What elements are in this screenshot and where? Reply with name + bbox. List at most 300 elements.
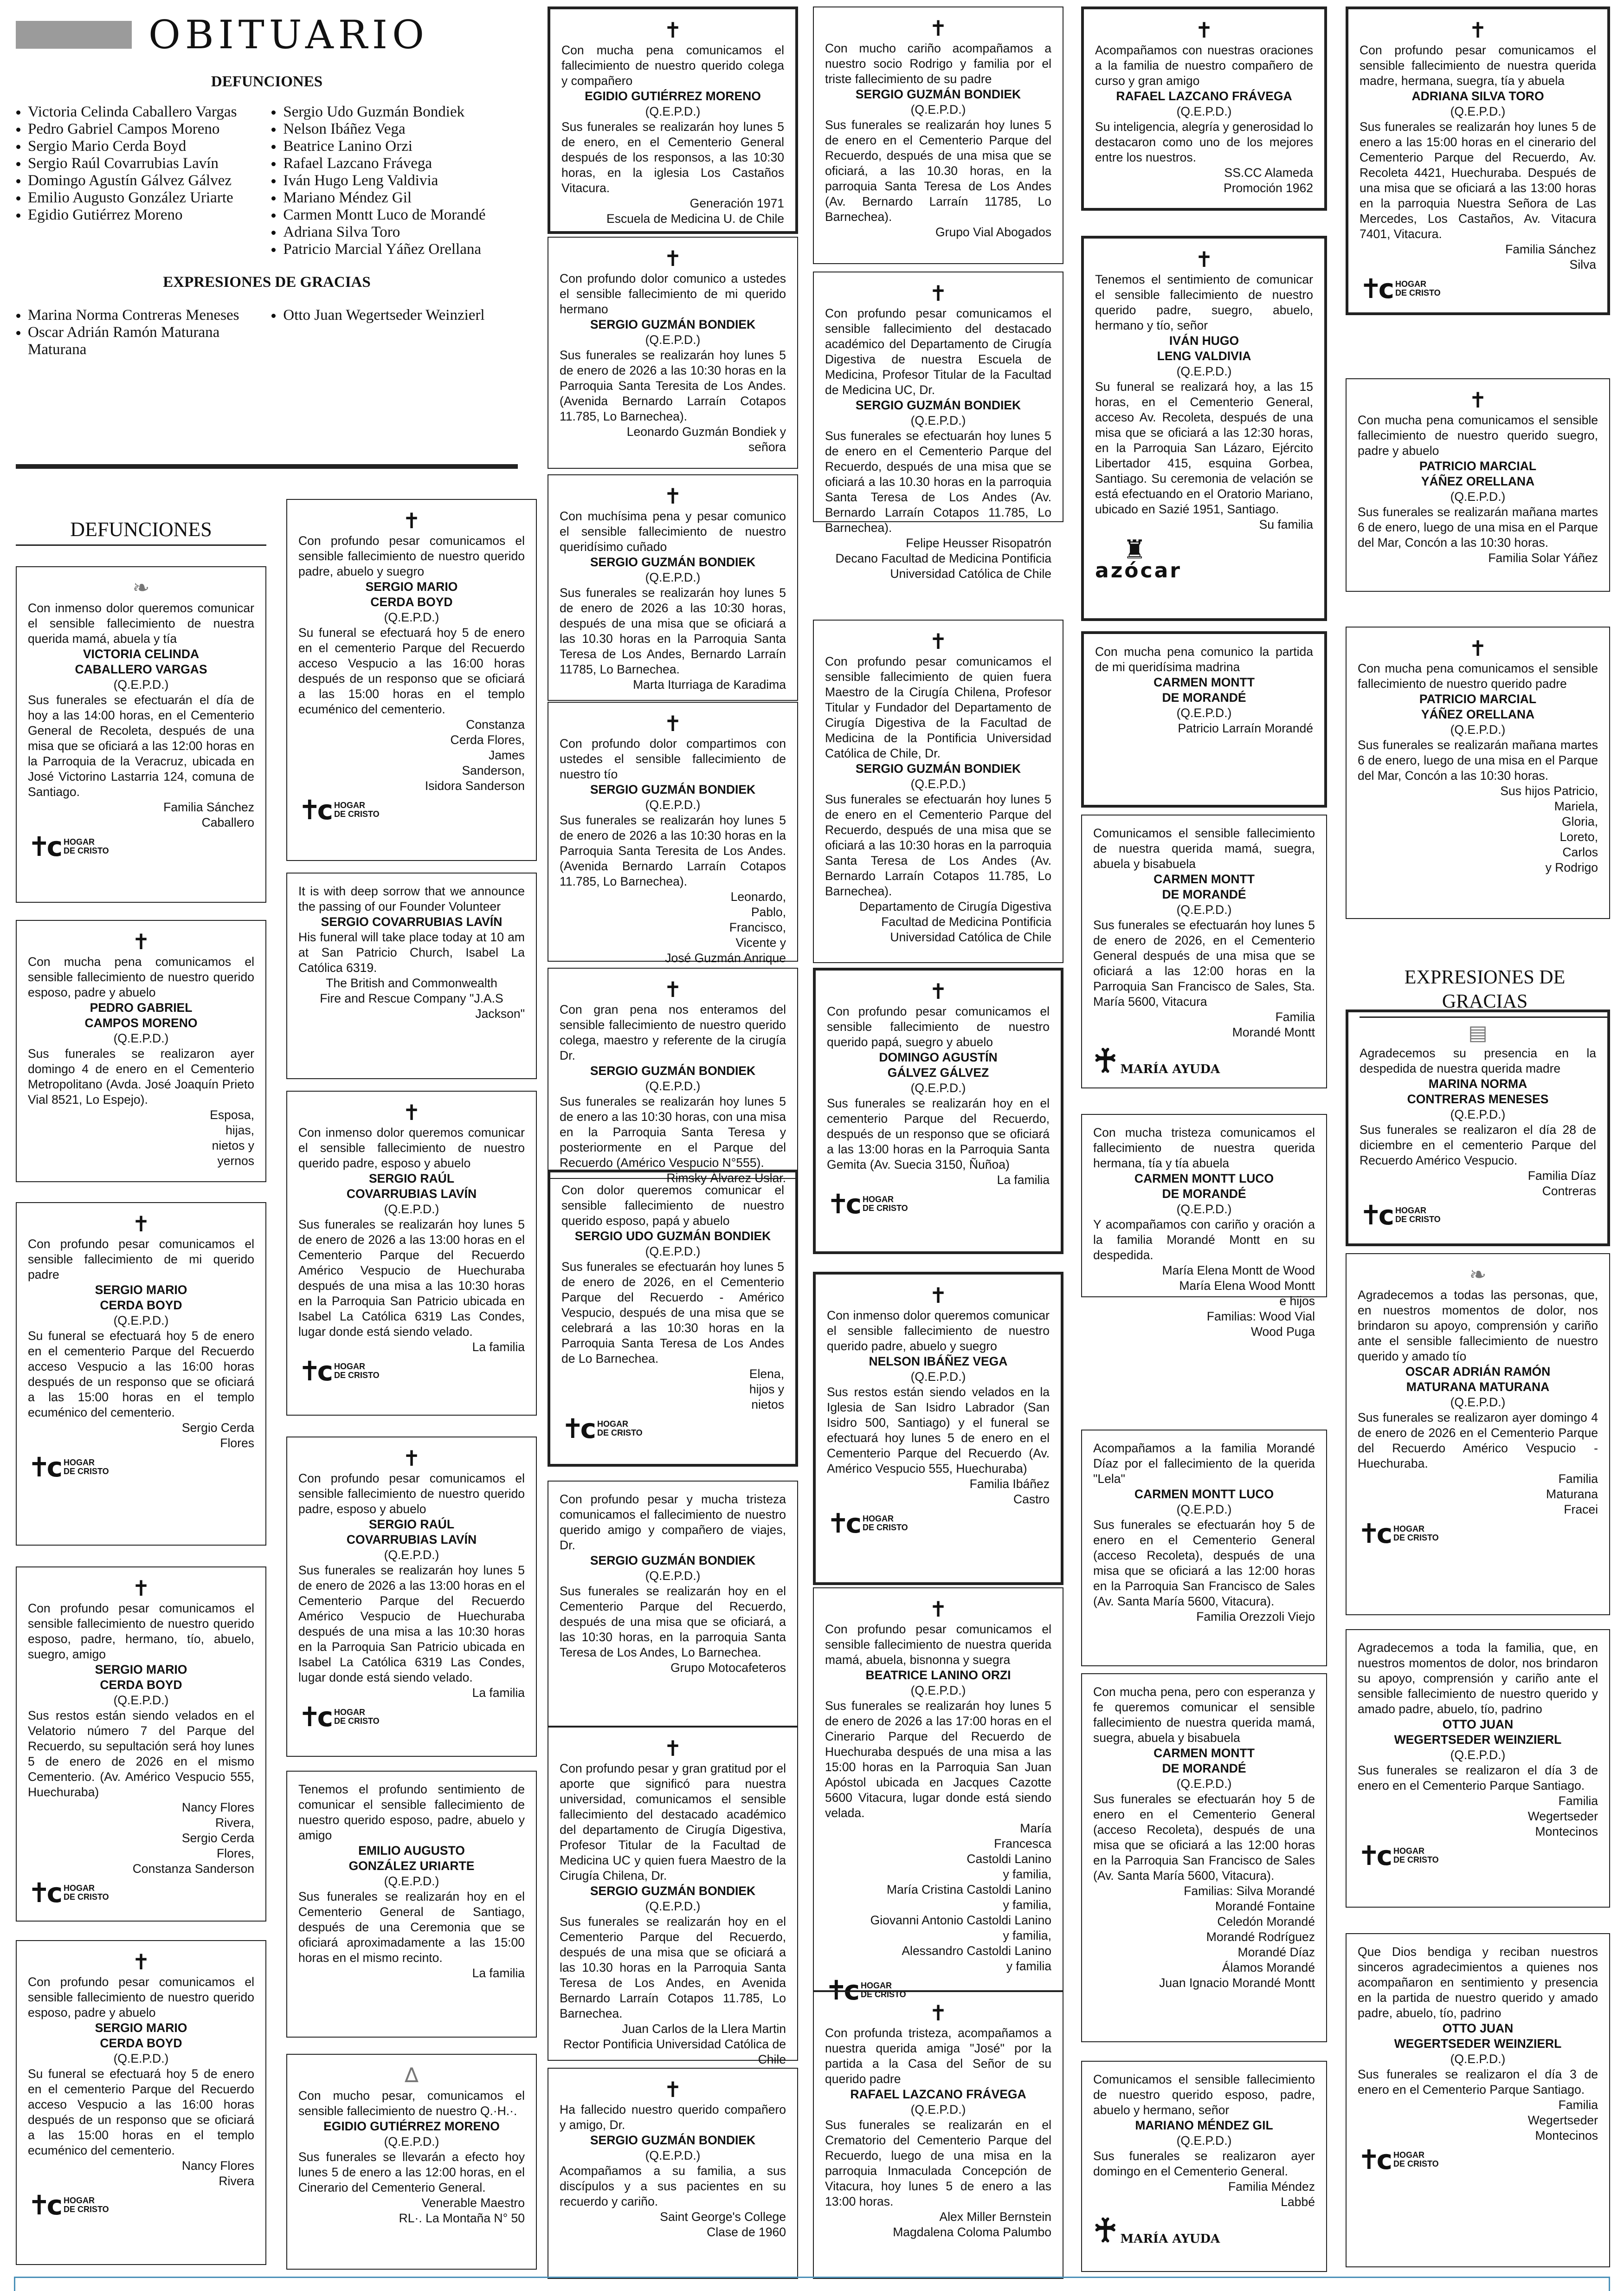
deceased-name: SERGIO GUZMÁN BONDIEK: [590, 783, 756, 796]
qepd-label: (Q.E.P.D.): [1176, 104, 1232, 118]
deceased-name: SERGIO UDO GUZMÁN BONDIEK: [574, 1229, 771, 1243]
cross-icon: ✝: [929, 2000, 947, 2026]
signature-line: Leonardo Guzmán Bondiek y: [626, 425, 786, 439]
notice-text: Con profundo pesar comunicamos el sensible fallecimiento de nuestra querida madre, hermana, suegra, tía y abuela: [1360, 43, 1596, 88]
obituary-notice: [16, 920, 266, 1182]
notice-text: Sus funerales se realizarán hoy lunes 5 de enero de 2026 a las 17:00 horas en el Cinerario Parque del Recuerdo de Huechuraba después de una misa a las 15:00 horas en la Parroquia San Juan Apóstol ubicada en Jacques Cazotte 5600 Vitacura, lugar donde está siendo velada.: [825, 1699, 1051, 1820]
qepd-label: (Q.E.P.D.): [384, 1874, 439, 1888]
index-entry[interactable]: • Victoria Celinda Caballero Vargas: [28, 104, 271, 121]
notice-text: Fire and Rescue Company "J.A.S: [320, 991, 503, 1005]
bottom-frame: [14, 2277, 1610, 2291]
signature-line: Juan Carlos de la Llera Martin: [622, 2022, 786, 2036]
notice-text: Con inmenso dolor queremos comunicar el sensible fallecimiento de nuestra querida mamá, abuela y tía: [28, 601, 254, 646]
azocar-logo: [1095, 535, 1313, 582]
hogar-de-cristo-label: [1393, 2151, 1439, 2168]
obituary-notice: [813, 620, 1063, 963]
signature-line: Celedón Morandé: [1217, 1915, 1315, 1929]
signature-line: RL·. La Montaña N° 50: [399, 2211, 525, 2225]
notice-text: Acompañamos con nuestras oraciones a la familia de nuestro compañero de curso y gran amigo: [1095, 43, 1313, 88]
signature-line: Saint George's College: [660, 2210, 786, 2224]
notice-text: Sus funerales se realizaron el día 28 de diciembre en el cementerio Parque del Recuerdo Américo Vespucio.: [1360, 1123, 1596, 1167]
index-defunciones: [16, 104, 518, 258]
signature-line: Gloria,: [1561, 815, 1598, 828]
cross-icon: ✝: [929, 16, 947, 41]
deceased-name: PATRICIO MARCIAL: [1419, 459, 1537, 473]
hogar-de-cristo-logo: [28, 833, 254, 860]
index-entry[interactable]: • Domingo Agustín Gálvez Gálvez: [28, 172, 271, 189]
deceased-name: MARIANO MÉNDEZ GIL: [1135, 2118, 1273, 2132]
qepd-label: (Q.E.P.D.): [645, 1244, 701, 1258]
deceased-name: EGIDIO GUTIÉRREZ MORENO: [323, 2119, 500, 2133]
signature-line: Contreras: [1542, 1184, 1596, 1198]
qepd-label: (Q.E.P.D.): [910, 1081, 966, 1095]
logo-text: DE CRISTO: [63, 1892, 109, 1902]
notice-text: Sus funerales se realizarán hoy lunes 5 de enero a las 15:00 horas en el cinerario del Cementerio Parque del Recuerdo, Av. Recoleta 4421, Huechuraba. Después de una misa que se oficiará a las 13:00 horas en la parroquia Nuestra Señora de Las Mercedes, Los Castaños, Av. Vitacura 7401, Vitacura.: [1360, 120, 1596, 241]
logo-text: HOGAR: [334, 801, 365, 810]
signature-line: Sergio Cerda: [181, 1421, 254, 1435]
notice-text: Sus funerales se efectuarán hoy lunes 5 de enero en el Cementerio Parque del Recuerdo, después de una misa que se oficiará a las 10.30 horas en la parroquia Santa Teresa de Los Andes (Av. Bernardo Larraín Cotapos 11.785, Lo Barnechea).: [825, 429, 1051, 535]
obituary-notice: [286, 1091, 537, 1416]
header-bar: [16, 21, 132, 49]
index-entry[interactable]: • Sergio Udo Guzmán Bondiek: [283, 104, 518, 121]
deceased-name: DE MORANDÉ: [1162, 1187, 1246, 1201]
index-entry[interactable]: • Beatrice Lanino Orzi: [283, 138, 518, 155]
deceased-name: SERGIO GUZMÁN BONDIEK: [590, 1064, 756, 1078]
signature-line: Silva: [1569, 258, 1596, 272]
notice-text: Sus funerales se realizaron ayer domingo en el Cementerio General.: [1093, 2149, 1315, 2178]
signature-line: Maturana: [1546, 1487, 1598, 1501]
deceased-name: SERGIO GUZMÁN BONDIEK: [590, 555, 756, 569]
deceased-name: OTTO JUAN: [1442, 1717, 1514, 1731]
hogar-de-cristo-logo: [561, 1415, 784, 1442]
notice-text: Sus funerales se realizaron ayer domingo 4 de enero de 2026 en el Cementerio Parque del Recuerdo Américo Vespucio - Huechuraba.: [1358, 1411, 1598, 1470]
deceased-name: LENG VALDIVIA: [1157, 349, 1251, 363]
signature-line: Clase de 1960: [707, 2225, 786, 2239]
index-gracias-right: [271, 307, 518, 358]
signature-line: Giovanni Antonio Castoldi Lanino: [870, 1913, 1051, 1927]
qepd-label: (Q.E.P.D.): [645, 104, 701, 118]
hogar-de-cristo-label: [64, 2196, 109, 2214]
signature-line: Promoción 1962: [1224, 181, 1313, 195]
deceased-name: PATRICIO MARCIAL: [1419, 692, 1537, 706]
qepd-label: (Q.E.P.D.): [1450, 104, 1506, 118]
signature-line: Marta Iturriaga de Karadima: [633, 678, 786, 692]
cross-icon: ✝: [929, 281, 947, 306]
hogar-de-cristo-mark-icon: ✝c: [827, 1508, 858, 1539]
deceased-name: CARMEN MONTT LUCO: [1134, 1487, 1274, 1501]
signature-line: y Rodrigo: [1545, 861, 1598, 874]
signature-line: Alessandro Castoldi Lanino: [902, 1944, 1051, 1958]
obituary-notice: [813, 272, 1063, 581]
qepd-label: (Q.E.P.D.): [384, 1202, 439, 1216]
notice-text: Sus funerales se realizarán mañana martes 6 de enero, luego de una misa en el Parque del Mar, Concón a las 10:30 horas.: [1358, 505, 1598, 550]
obituary-notice: [1346, 1010, 1610, 1246]
notice-text: Sus funerales se realizarán hoy lunes 5 de enero de 2026 a las 10:30 horas en la Parroquia Santa Teresita de Los Andes. (Avenida Bernardo Larraín Cotapos 11.785, Lo Barnechea).: [560, 813, 786, 888]
deceased-name: SERGIO COVARRUBIAS LAVÍN: [321, 915, 503, 929]
qepd-label: (Q.E.P.D.): [113, 2052, 169, 2065]
index-entry[interactable]: • Marina Norma Contreras Meneses: [28, 307, 271, 324]
notice-text: Sus funerales se realizaron ayer domingo 4 de enero en el Cementerio Metropolitano (Avda. José Joaquín Prieto Vial 8521, Lo Espejo).: [28, 1047, 254, 1107]
deceased-name: SERGIO GUZMÁN BONDIEK: [590, 2133, 756, 2147]
obituary-notice: [1346, 1933, 1610, 2267]
obituary-notice: [286, 873, 537, 1079]
deceased-name: OSCAR ADRIÁN RAMÓN: [1405, 1365, 1551, 1378]
logo-text: DE CRISTO: [334, 1371, 380, 1380]
logo-text: DE CRISTO: [63, 1467, 109, 1476]
obituary-notice: [548, 6, 798, 234]
notice-text: Con profundo pesar comunicamos el sensible fallecimiento de nuestro querido esposo, padre, hermano, tío, abuelo, suegro, amigo: [28, 1601, 254, 1661]
deceased-name: CONTRERAS MENESES: [1407, 1092, 1549, 1106]
signature-line: James: [488, 748, 525, 762]
index-entry[interactable]: • Adriana Silva Toro: [283, 224, 518, 241]
obituary-notice: [1081, 1114, 1327, 1339]
notice-text: Agradecemos a toda la familia, que, en nuestros momentos de dolor, nos brindaron su apoyo, comprensión y cariño ante el sensible fallecimiento de nuestro querido y amado padre, abuelo, tío, padrino: [1358, 1641, 1598, 1716]
logo-text: HOGAR: [334, 1362, 365, 1371]
cross-icon: ✝: [664, 484, 682, 509]
deceased-name: SERGIO GUZMÁN BONDIEK: [855, 87, 1021, 101]
hogar-de-cristo-label: [334, 1708, 380, 1726]
hogar-de-cristo-logo: [1358, 1520, 1598, 1547]
hogar-de-cristo-logo: [298, 794, 525, 826]
notice-text: Tenemos el sentimiento de comunicar el sensible fallecimiento de nuestro querido padre, suegro, abuelo, hermano y tío, señor: [1095, 272, 1313, 332]
section-rule: [16, 544, 266, 546]
signature-line: Sergio Cerda: [181, 1831, 254, 1845]
signature-line: Flores: [220, 1436, 254, 1450]
deceased-name: CERDA BOYD: [100, 1678, 182, 1692]
index-entry[interactable]: • Otto Juan Wegertseder Weinzierl: [283, 307, 518, 324]
notice-text: Con mucho cariño acompañamos a nuestro socio Rodrigo y familia por el triste fallecimiento de su padre: [825, 41, 1051, 86]
logo-text: DE CRISTO: [63, 2205, 109, 2214]
qepd-label: (Q.E.P.D.): [645, 798, 701, 812]
deceased-name: COVARRUBIAS LAVÍN: [346, 1187, 477, 1201]
obituary-notice: [286, 2054, 537, 2270]
logo-text: HOGAR: [1393, 2150, 1424, 2160]
notice-text: Con profundo pesar y gran gratitud por el aporte que significó para nuestra universidad, comunicamos el sensible fallecimiento del destacado académico del departamento de Cirugía Digestiva, Profesor Titular de la Facultad de Medicina UC y quien fuera Maestro de la Cirugía Chilena, Dr.: [560, 1761, 786, 1883]
signature-line: Felipe Heusser Risopatrón: [906, 536, 1051, 550]
obituary-header: [16, 14, 518, 358]
notice-text: Con profunda tristeza, acompañamos a nuestra querida amiga "José" por la partida a la Casa del Señor de su querido padre: [825, 2026, 1051, 2086]
hogar-de-cristo-mark-icon: ✝c: [1358, 1518, 1389, 1549]
obituary-notice: [16, 1940, 266, 2265]
hogar-de-cristo-mark-icon: ✝c: [298, 1701, 329, 1733]
hogar-de-cristo-label: [597, 1420, 643, 1437]
signature-line: Castro: [1013, 1492, 1050, 1506]
signature-line: e hijos: [1279, 1294, 1315, 1308]
azocar-crest-icon: ♜: [1123, 535, 1147, 565]
obituary-notice: [813, 6, 1063, 264]
notice-text: Con gran pena nos enteramos del sensible fallecimiento de nuestro querido colega, maestro y referente de la cirugía Dr.: [560, 1003, 786, 1062]
notice-text: Con inmenso dolor queremos comunicar el sensible fallecimiento de nuestro querido padre, abuelo y suegro: [827, 1308, 1050, 1353]
logo-text: MARÍA AYUDA: [1120, 1062, 1220, 1076]
index-defunciones-left: [16, 104, 271, 258]
signature-line: y familia,: [1003, 1867, 1051, 1881]
signature-line: Esposa,: [210, 1108, 254, 1122]
cross-icon: ✝: [402, 1446, 421, 1471]
deceased-name: SERGIO RAÚL: [368, 1171, 455, 1185]
hogar-de-cristo-logo: [28, 1451, 254, 1483]
signature-line: Rivera: [219, 2174, 254, 2188]
section-defunciones-title: DEFUNCIONES: [70, 518, 212, 541]
signature-line: Labbé: [1281, 2195, 1315, 2209]
hogar-de-cristo-mark-icon: ✝c: [28, 1451, 59, 1483]
logo-text: HOGAR: [1395, 279, 1426, 289]
logo-text: HOGAR: [862, 1195, 894, 1204]
hogar-de-cristo-mark-icon: ✝c: [28, 1877, 59, 1909]
index-entry[interactable]: • Nelson Ibáñez Vega: [283, 121, 518, 138]
cross-icon: ✝: [664, 246, 682, 271]
cross-icon: ✝: [132, 929, 150, 954]
hogar-de-cristo-mark-icon: ✝c: [28, 831, 59, 862]
qepd-label: (Q.E.P.D.): [910, 414, 966, 427]
notice-text: Su funeral se efectuará hoy 5 de enero en el cementerio Parque del Recuerdo acceso Vespucio a las 16:00 horas después de un responso que se oficiará a las 15:00 horas en el templo ecuménico del cementerio.: [298, 626, 525, 716]
logo-text: DE CRISTO: [334, 1716, 380, 1726]
signature-line: Familia: [1558, 1472, 1598, 1486]
obituary-notice: [1081, 631, 1327, 808]
index-entry[interactable]: • Mariano Méndez Gil: [283, 189, 518, 207]
signature-line: y familia,: [1003, 1898, 1051, 1912]
hogar-de-cristo-label: [334, 801, 380, 819]
signature-line: Familias: Wood Vial: [1206, 1309, 1315, 1323]
dove-icon: ❧: [132, 576, 150, 600]
signature-line: Rivera,: [215, 1816, 254, 1830]
logo-text: DE CRISTO: [1393, 2159, 1439, 2168]
deceased-name: BEATRICE LANINO ORZI: [865, 1668, 1011, 1682]
notice-text: Comunicamos el sensible fallecimiento de nuestro querido esposo, padre, abuelo y hermano, señor: [1093, 2072, 1315, 2117]
maria-ayuda-figure-icon: ♰: [1093, 1042, 1118, 1080]
signature-line: Elena,: [749, 1367, 784, 1381]
signature-line: María: [1020, 1821, 1051, 1835]
notice-text: Sus funerales se realizarán hoy en el Cementerio Parque del Recuerdo, después de una misa que se oficiará, a las 10:30 horas, en la parroquia Santa Teresa de Los Andes, Lo Barnechea.: [560, 1584, 786, 1659]
notice-text: Con mucha pena comunicamos el fallecimiento de nuestro querido colega y compañero: [561, 43, 784, 88]
qepd-label: (Q.E.P.D.): [384, 2135, 439, 2149]
hogar-de-cristo-logo: [827, 1510, 1050, 1537]
hogar-de-cristo-logo: [298, 1701, 525, 1733]
notice-text: Sus funerales se efectuarán el día de hoy a las 14:00 horas, en el Cementerio General de Recoleta, después de una misa que se oficiará a las 12:00 horas en la Parroquia de la Veracruz, ubicada en José Victorino Lastarria 124, comuna de Santiago.: [28, 693, 254, 799]
signature-line: Cerda Flores,: [450, 733, 525, 747]
signature-line: La familia: [472, 1966, 525, 1980]
signature-line: La familia: [997, 1173, 1050, 1187]
qepd-label: (Q.E.P.D.): [1176, 1777, 1232, 1791]
signature-line: Wegertseder: [1527, 1809, 1598, 1823]
hogar-de-cristo-logo: [298, 1355, 525, 1387]
obituary-notice: [548, 702, 798, 965]
hogar-de-cristo-label: [334, 1362, 380, 1380]
deceased-name: GÁLVEZ GÁLVEZ: [887, 1066, 989, 1080]
signature-line: Sus hijos Patricio,: [1500, 784, 1598, 798]
obituary-notice: [1346, 1629, 1610, 1908]
maria-ayuda-logo: [1093, 2211, 1315, 2250]
notice-text: Sus funerales se realizarán hoy lunes 5 de enero de 2026 a las 10:30 horas en la Parroquia Santa Teresita de Los Andes. (Avenida Bernardo Larraín Cotapos 11.785, Lo Barnechea).: [560, 348, 786, 423]
index-entry[interactable]: • Pedro Gabriel Campos Moreno: [28, 121, 271, 138]
signature-line: Departamento de Cirugía Digestiva: [859, 900, 1051, 913]
logo-text: HOGAR: [63, 1458, 95, 1467]
hogar-de-cristo-label: [1393, 1847, 1439, 1864]
notice-text: Sus funerales se realizarán hoy lunes 5 de enero de 2026 a las 13:00 horas en el Cementerio Parque del Recuerdo Américo Vespucio de Huechuraba después de una misa a las 10:30 horas en la Parroquia San Patricio ubicada en Isabel La Católica 6319 Las Condes, lugar donde está siendo velado.: [298, 1217, 525, 1339]
deceased-name: WEGERTSEDER WEINZIERL: [1394, 1733, 1562, 1747]
notice-text: Con profundo pesar comunicamos el sensible fallecimiento de quien fuera Maestro de la Cirugía Chilena, Profesor Titular y Fundador del Departamento de Cirugía Digestiva de la Facultad de Medicina de la Pontificia Universidad Católica de Chile, Dr.: [825, 654, 1051, 760]
logo-text: HOGAR: [1393, 1524, 1424, 1534]
index-entry[interactable]: • Patricio Marcial Yáñez Orellana: [283, 241, 518, 258]
signature-line: Nancy Flores: [181, 1800, 254, 1814]
notice-text: Con mucha tristeza comunicamos el fallecimiento de nuestra querida hermana, tía y tía abuela: [1093, 1126, 1315, 1170]
index-entry[interactable]: • Sergio Raúl Covarrubias Lavín: [28, 155, 271, 172]
deceased-name: CERDA BOYD: [100, 1298, 182, 1312]
qepd-label: (Q.E.P.D.): [113, 1314, 169, 1327]
deceased-name: SERGIO MARIO: [365, 580, 458, 594]
signature-line: Familia: [1275, 1010, 1315, 1024]
obituary-notice: [286, 499, 537, 861]
obituary-notice: [1081, 1673, 1327, 2042]
deceased-name: SERGIO GUZMÁN BONDIEK: [855, 762, 1021, 776]
index-entry[interactable]: • Oscar Adrián Ramón Maturana Maturana: [28, 324, 271, 358]
index-entry[interactable]: • Emilio Augusto González Uriarte: [28, 189, 271, 207]
cross-icon: ✝: [1469, 18, 1487, 43]
signature-line: Familia Ibáñez: [969, 1477, 1050, 1491]
notice-text: Con profundo pesar comunicamos el sensible fallecimiento de nuestro querido padre, abuelo y suegro: [298, 534, 525, 578]
logo-text: HOGAR: [597, 1419, 628, 1429]
dove-icon: ❧: [1469, 1263, 1487, 1287]
cross-icon: ✝: [929, 1597, 947, 1622]
notice-text: Con profundo pesar comunicamos el sensible fallecimiento del destacado académico del Departamento de Cirugía Digestiva de nuestra Escuela de Medicina, Profesor Titular de la Facultad de Medicina UC, Dr.: [825, 306, 1051, 397]
logo-text: DE CRISTO: [1393, 1533, 1439, 1542]
notice-text: Su funeral se efectuará hoy 5 de enero en el cementerio Parque del Recuerdo acceso Vespucio a las 16:00 horas después de un responso que se oficiará a las 15:00 horas en el templo ecuménico del cementerio.: [28, 2067, 254, 2157]
notice-text: Sus funerales se efectuarán hoy 5 de enero en el Cementerio General (acceso Recoleta), después de una misa que se oficiará a las 12:00 horas en la Parroquia San Francisco de Sales (Av. Santa María 5600, Vitacura).: [1093, 1792, 1315, 1883]
obituary-notice: [1346, 378, 1610, 592]
obituary-notice: [548, 1481, 798, 1727]
qepd-label: (Q.E.P.D.): [645, 1569, 701, 1583]
notice-text: Sus funerales se llevarán a efecto hoy lunes 5 de enero a las 12:00 horas, en el Cinerario del Cementerio General.: [298, 2150, 525, 2194]
signature-line: Chile: [758, 2052, 786, 2066]
signature-line: señora: [748, 440, 786, 454]
notice-text: Con profundo pesar comunicamos el sensible fallecimiento de nuestro querido padre, esposo y abuelo: [298, 1471, 525, 1516]
index-gracias: [16, 307, 518, 358]
obituary-notice: [16, 1566, 266, 1922]
deceased-name: DOMINGO AGUSTÍN: [879, 1050, 998, 1064]
notice-text: Y acompañamos con cariño y oración a la familia Morandé Montt en su despedida.: [1093, 1217, 1315, 1262]
notice-text: Que Dios bendiga y reciban nuestros sinceros agradecimientos a quienes nos acompañaron en sentimiento y presencia en la partida de nuestro querido y amado padre, abuelo, tío, padrino: [1358, 1945, 1598, 2020]
book-icon: ▤: [1468, 1021, 1488, 1045]
index-defunciones-title: DEFUNCIONES: [211, 73, 323, 90]
notice-text: Sus funerales se realizarán hoy en el Cementerio General de Santiago, después de una Ceremonia que se oficiará aproximadamente a las 15:00 horas en el mismo recinto.: [298, 1890, 525, 1965]
notice-text: Sus restos están siendo velados en la Iglesia de San Isidro Labrador (San Isidro 500, Santiago) y el funeral se efectuará hoy lunes 5 de enero en el Cementerio Parque del Recuerdo (Av. Américo Vespucio 555, Huechuraba): [827, 1385, 1050, 1476]
cross-icon: ✝: [132, 1949, 150, 1974]
deceased-name: YÁÑEZ ORELLANA: [1421, 707, 1535, 721]
hogar-de-cristo-mark-icon: ✝c: [1358, 2144, 1389, 2175]
notice-text: Con profundo dolor compartimos con ustedes el sensible fallecimiento de nuestro tío: [560, 737, 786, 781]
deceased-name: ADRIANA SILVA TORO: [1411, 89, 1544, 103]
deceased-name: PEDRO GABRIEL: [90, 1001, 193, 1015]
notice-text: Con profundo pesar comunicamos el sensible fallecimiento de nuestra querida mamá, abuela, bisnonna y suegra: [825, 1622, 1051, 1667]
hogar-de-cristo-logo: [827, 1188, 1050, 1220]
hogar-de-cristo-label: [64, 1458, 109, 1476]
deceased-name: EMILIO AUGUSTO: [358, 1844, 465, 1857]
notice-text: Sus funerales se realizarán hoy lunes 5 de enero de 2026 a las 13:00 horas en el Cementerio Parque del Recuerdo Américo Vespucio de Huechuraba después de una misa a las 10:30 horas en la Parroquia San Patricio ubicada en Isabel La Católica 6319 Las Condes, lugar donde está siendo velado.: [298, 1563, 525, 1684]
signature-line: Loreto,: [1560, 830, 1598, 844]
obituary-notice: [16, 1202, 266, 1546]
notice-text: Sus funerales se realizarán hoy lunes 5 de enero en el Cementerio Parque del Recuerdo, después de una misa que se oficiará, a las 10.30 horas, en la parroquia Santa Teresa de Los Andes (Av. Bernardo Larraín 11785, Lo Barnechea).: [825, 118, 1051, 224]
signature-line: nietos: [751, 1398, 784, 1411]
hogar-de-cristo-label: [1395, 280, 1441, 298]
logo-text: HOGAR: [334, 1708, 365, 1717]
deceased-name: CAMPOS MORENO: [84, 1016, 198, 1030]
signature-line: Su familia: [1259, 518, 1313, 531]
qepd-label: (Q.E.P.D.): [645, 333, 701, 347]
notice-text: Sus funerales se realizarán hoy en el cementerio Parque del Recuerdo, después de un responso que se oficiará a las 13:00 horas en la Parroquia Santa Gemita (Av. Suecia 3150, Ñuñoa): [827, 1096, 1050, 1171]
qepd-label: (Q.E.P.D.): [1450, 490, 1506, 504]
notice-text: Sus funerales se efectuarán hoy 5 de enero en el Cementerio General (acceso Recoleta), después de una misa que se oficiará a las 12:00 horas en la Parroquia San Francisco de Sales (Av. Santa María 5600, Vitacura).: [1093, 1518, 1315, 1608]
index-entry[interactable]: • Carmen Montt Luco de Morandé: [283, 207, 518, 224]
logo-text: HOGAR: [1395, 1206, 1426, 1215]
deceased-name: SERGIO GUZMÁN BONDIEK: [590, 1553, 756, 1567]
obituary-notice: [548, 1170, 798, 1467]
logo-text: HOGAR: [1393, 1846, 1424, 1856]
deceased-name: SERGIO MARIO: [95, 1663, 187, 1676]
hogar-de-cristo-mark-icon: ✝c: [1358, 1840, 1389, 1871]
signature-line: Grupo Motocafeteros: [670, 1661, 786, 1675]
signature-line: Fracei: [1564, 1502, 1598, 1516]
hogar-de-cristo-mark-icon: ✝c: [561, 1413, 593, 1444]
signature-line: Magdalena Coloma Palumbo: [893, 2225, 1051, 2239]
header-rule: [16, 464, 518, 469]
notice-text: Acompañamos a su familia, a sus discípulos y a sus pacientes en su recuerdo y cariño.: [560, 2164, 786, 2208]
qepd-label: (Q.E.P.D.): [1450, 1395, 1506, 1409]
deceased-name: SERGIO GUZMÁN BONDIEK: [590, 317, 756, 331]
obituary-notice: [813, 1272, 1063, 1585]
cross-icon: ✝: [929, 1283, 947, 1308]
notice-text: Con profundo dolor comunico a ustedes el sensible fallecimiento de mi querido hermano: [560, 272, 786, 316]
signature-line: Castoldi Lanino: [967, 1852, 1051, 1866]
deceased-name: SERGIO MARIO: [95, 2021, 187, 2035]
notice-text: Sus funerales se realizarán en el Crematorio del Cementerio Parque del Recuerdo, luego de una misa en la parroquia Inmaculada Concepción de Vitacura, hoy lunes 5 de enero a las 13:00 horas.: [825, 2118, 1051, 2208]
notice-text: Sus funerales se realizarán hoy lunes 5 de enero de 2026 a las 10:30 horas, después de una misa que se oficiará a las 10.30 horas en la Parroquia Santa Teresa de Los Andes, Bernardo Larraín 11785, Lo Barnechea.: [560, 586, 786, 676]
notice-text: Con inmenso dolor queremos comunicar el sensible fallecimiento de nuestro querido padre, esposo y abuelo: [298, 1126, 525, 1170]
compass-square-icon: ∆: [405, 2064, 419, 2087]
notice-text: Con mucha pena, pero con esperanza y fe queremos comunicar el sensible fallecimiento de nuestra querida mamá, suegra, abuela y bisabuela: [1093, 1685, 1315, 1745]
qepd-label: (Q.E.P.D.): [1450, 2052, 1506, 2066]
obituary-notice: [1081, 815, 1327, 1088]
signature-line: Familias: Silva Morandé: [1184, 1884, 1315, 1898]
notice-text: Acompañamos a la familia Morandé Díaz por el fallecimiento de la querida "Lela": [1093, 1441, 1315, 1486]
deceased-name: CARMEN MONTT LUCO: [1134, 1171, 1274, 1185]
signature-line: Decano Facultad de Medicina Pontificia: [835, 551, 1051, 565]
notice-text: Agradecemos su presencia en la despedida de nuestra querida madre: [1360, 1046, 1596, 1075]
notice-text: It is with deep sorrow that we announce the passing of our Founder Volunteer: [298, 884, 525, 913]
logo-text: azócar: [1095, 559, 1182, 582]
logo-text: HOGAR: [63, 2196, 95, 2205]
deceased-name: YÁÑEZ ORELLANA: [1421, 474, 1535, 488]
index-entry[interactable]: • Egidio Gutiérrez Moreno: [28, 207, 271, 224]
qepd-label: (Q.E.P.D.): [910, 2103, 966, 2116]
index-entry[interactable]: • Rafael Lazcano Frávega: [283, 155, 518, 172]
obituary-notice: [813, 1991, 1063, 2279]
signature-line: Flores,: [217, 1846, 254, 1860]
deceased-name: SERGIO MARIO: [95, 1283, 187, 1297]
signature-line: Familia: [1558, 1794, 1598, 1808]
index-entry[interactable]: • Iván Hugo Leng Valdivia: [283, 172, 518, 189]
signature-line: José Guzmán Anrique: [665, 951, 786, 965]
obituary-notice: [548, 474, 798, 701]
obituary-notice: [1081, 2061, 1327, 2272]
logo-text: HOGAR: [63, 1883, 95, 1893]
obituary-notice: [548, 2068, 798, 2279]
index-defunciones-right: [271, 104, 518, 258]
qepd-label: (Q.E.P.D.): [113, 678, 169, 692]
signature-line: Alex Miller Bernstein: [939, 2210, 1051, 2224]
deceased-name: SERGIO RAÚL: [368, 1517, 455, 1531]
notice-text: Con muchísima pena y pesar comunico el sensible fallecimiento de nuestro queridísimo cuñado: [560, 509, 786, 554]
index-entry[interactable]: • Sergio Mario Cerda Boyd: [28, 138, 271, 155]
deceased-name: GONZÁLEZ URIARTE: [348, 1859, 475, 1873]
